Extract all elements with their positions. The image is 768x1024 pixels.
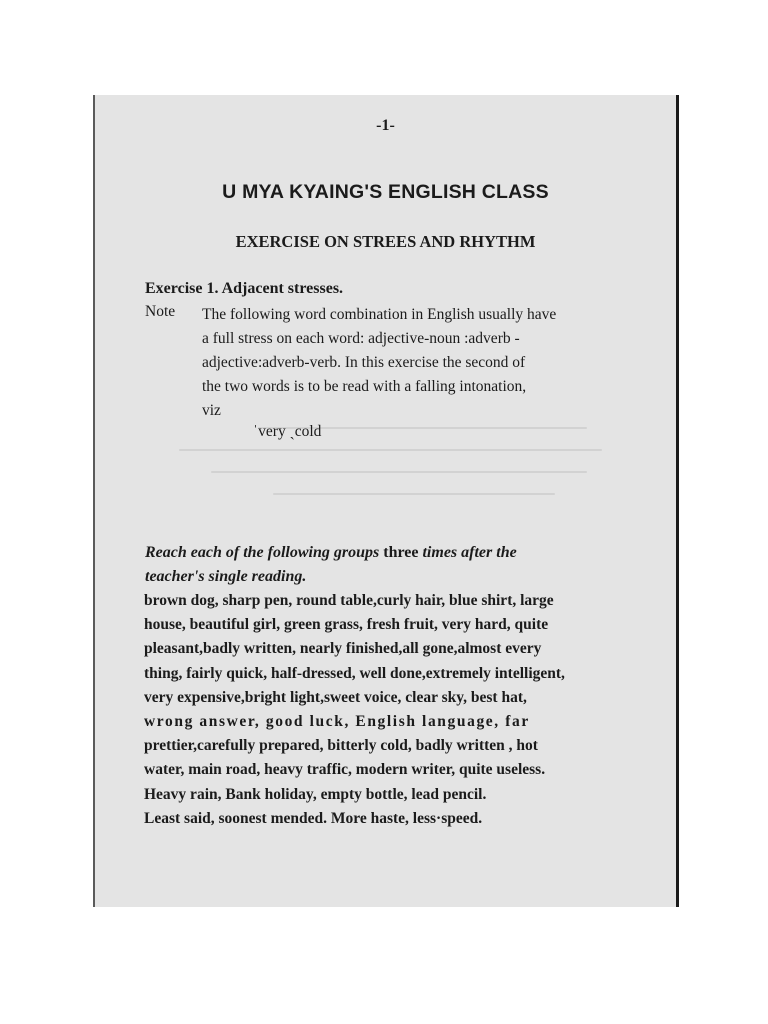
note-label: Note xyxy=(145,303,176,320)
word-groups xyxy=(144,589,620,831)
word-group-line: pleasant,badly written, nearly finished,all gone,almost every xyxy=(144,640,542,658)
instruction-text xyxy=(145,541,615,589)
exercise-heading: Exercise 1. Adjacent stresses. xyxy=(145,280,344,297)
bleed-through-shadow xyxy=(155,407,625,527)
instruction-part: Reach each of the following groups xyxy=(145,544,380,561)
note-line: the two words is to be read with a falling intonation, xyxy=(202,378,527,395)
page-number: -1- xyxy=(376,117,395,134)
word-group-line: brown dog, sharp pen, round table,curly hair, blue shirt, large xyxy=(144,592,554,609)
instruction-line: teacher's single reading. xyxy=(145,568,307,585)
note-line: viz xyxy=(202,402,221,419)
instruction-emphasis: three xyxy=(383,544,419,561)
word-group-line: Heavy rain, Bank holiday, empty bottle, lead pencil. xyxy=(144,785,487,803)
word-group-line: Least said, soonest mended. More haste, less·speed. xyxy=(144,809,483,827)
note-line: adjective:adverb-verb. In this exercise the second of xyxy=(202,354,526,371)
note-line: The following word combination in English usually have xyxy=(202,306,557,323)
note-line: a full stress on each word: adjective-noun :adverb - xyxy=(202,330,520,347)
instruction-part: times after the xyxy=(422,544,517,561)
note-text xyxy=(202,303,612,423)
page-title: U MYA KYAING'S ENGLISH CLASS xyxy=(222,181,549,203)
word-group-line: wrong answer, good luck, English language, far xyxy=(144,713,530,731)
page-subtitle: EXERCISE ON STREES AND RHYTHM xyxy=(235,232,536,251)
stress-example: ˈvery ˎcold xyxy=(253,423,322,440)
word-group-line: thing, fairly quick, half-dressed, well done,extremely intelligent, xyxy=(144,664,565,682)
document-page xyxy=(93,95,679,907)
word-group-line: water, main road, heavy traffic, modern writer, quite useless. xyxy=(144,761,546,779)
word-group-line: prettier,carefully prepared, bitterly cold, badly written , hot xyxy=(144,737,538,755)
word-group-line: very expensive,bright light,sweet voice, clear sky, best hat, xyxy=(144,688,527,706)
word-group-line: house, beautiful girl, green grass, fresh fruit, very hard, quite xyxy=(144,616,549,634)
